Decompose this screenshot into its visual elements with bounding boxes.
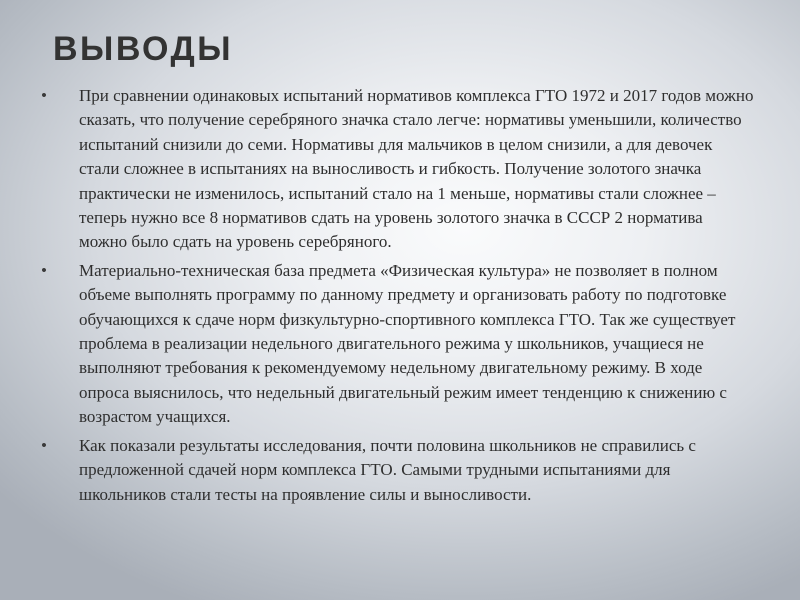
bullet-item <box>24 84 754 255</box>
slide-title: ВЫВОДЫ <box>53 30 234 68</box>
bullet-text: Материально-техническая база предмета «Физическая культура» не позволяет в полном объеме выполнять программу по данному предмету и организовать работу по подготовке обучающихся к сдаче норм физкультурно-спортивного комплекса ГТО. Так же существует проблема в реализации недельного двигательного режима у школьников, учащиеся не выполняют требования к рекомендуемому недельному двигательному режиму. В ходе опроса выяснилось, что недельный двигательный режим имеет тенденцию к снижению с возрастом учащихся. <box>79 260 736 427</box>
bullet-list <box>24 84 754 511</box>
bullet-text: При сравнении одинаковых испытаний нормативов комплекса ГТО 1972 и 2017 годов можно сказать, что получение серебряного значка стало легче: нормативы уменьшили, количество испытаний снизили до семи. Нормативы для мальчиков в целом снизили, а для девочек стали сложнее в испытаниях на выносливость и гибкость. Получение золотого значка практически не изменилось, испытаний стало на 1 меньше, нормативы стали сложнее – теперь нужно все 8 нормативов сдать на уровень золотого значка в СССР 2 норматива можно было сдать на уровень серебряного. <box>79 86 754 252</box>
bullet-icon: • <box>41 261 47 279</box>
bullet-text: Как показали результаты исследования, почти половина школьников не справились с предложенной сдачей норм комплекса ГТО. Самыми трудными испытаниями для школьников стали тесты на проявление силы и выносливости. <box>79 435 696 504</box>
bullet-icon: • <box>41 436 47 454</box>
bullet-icon: • <box>41 87 47 104</box>
bullet-item <box>24 259 754 430</box>
bullet-item <box>24 434 754 507</box>
